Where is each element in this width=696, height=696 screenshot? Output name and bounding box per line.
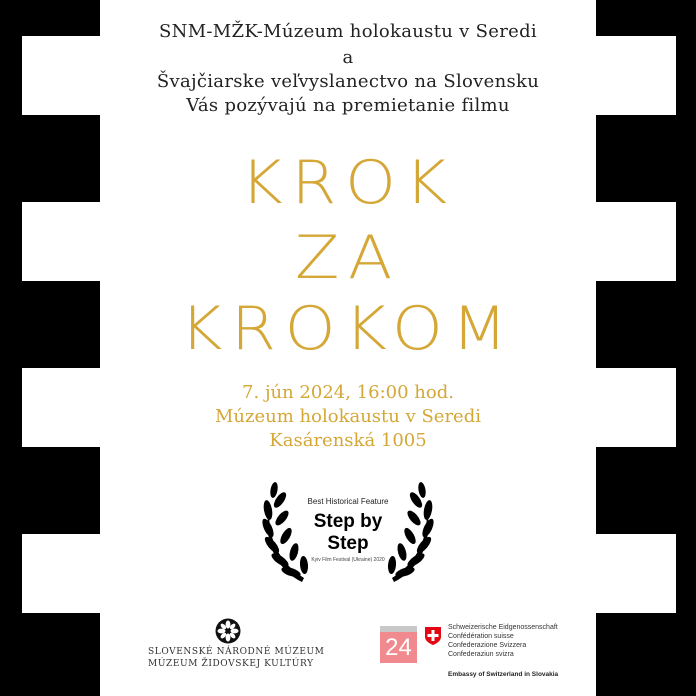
invitation-line-invite: Vás pozývajú na premietanie filmu: [186, 95, 510, 116]
snm-name-line-1: SLOVENSKÉ NÁRODNÉ MÚZEUM: [148, 647, 325, 657]
film-title-line-1: KROK: [240, 148, 456, 218]
film-hole: [22, 534, 100, 613]
film-hole: [596, 368, 676, 447]
film-hole: [22, 368, 100, 447]
swiss-cross-shield-icon: [424, 626, 442, 646]
laurel-left-icon: [262, 482, 309, 582]
swiss-lang-it: Confederazione Svizzera: [448, 642, 527, 649]
film-title-line-3: KROKOM: [179, 294, 517, 364]
swiss-24-number: 24: [385, 634, 412, 661]
award-category: Best Historical Feature: [307, 497, 389, 506]
event-address: Kasárenská 1005: [269, 430, 427, 451]
swiss-24-badge: [380, 626, 417, 663]
film-title-line-2: ZA: [294, 223, 402, 293]
swiss-embassy-name: Embassy of Switzerland in Slovakia: [448, 671, 559, 678]
swiss-lang-de: Schweizerische Eidgenossenschaft: [448, 624, 558, 631]
invitation-line-organizer: SNM-MŽK-Múzeum holokaustu v Seredi: [159, 21, 537, 42]
award-film-line-2: Step: [327, 533, 369, 554]
award-film-line-1: Step by: [313, 511, 383, 532]
snm-name-line-2: MÚZEUM ŽIDOVSKEJ KULTÚRY: [148, 659, 314, 669]
film-hole: [22, 36, 100, 115]
swiss-lang-fr: Confédération suisse: [448, 633, 514, 640]
event-venue: Múzeum holokaustu v Seredi: [215, 406, 481, 427]
laurel-right-icon: [387, 482, 434, 582]
event-date-time: 7. jún 2024, 16:00 hod.: [242, 382, 454, 403]
film-hole: [596, 534, 676, 613]
snm-logo: [148, 618, 325, 670]
film-hole: [596, 36, 676, 115]
award-laurel: [262, 470, 434, 588]
swiss-embassy-logo: [380, 624, 590, 684]
award-festival: Kyiv Film Festival (Ukraine) 2020: [311, 557, 385, 563]
snm-emblem-icon: [215, 618, 241, 644]
invitation-line-and: a: [342, 47, 354, 68]
invitation-line-embassy: Švajčiarske veľvyslanectvo na Slovensku: [156, 71, 540, 92]
swiss-lang-rm: Confederaziun svizra: [448, 651, 514, 658]
